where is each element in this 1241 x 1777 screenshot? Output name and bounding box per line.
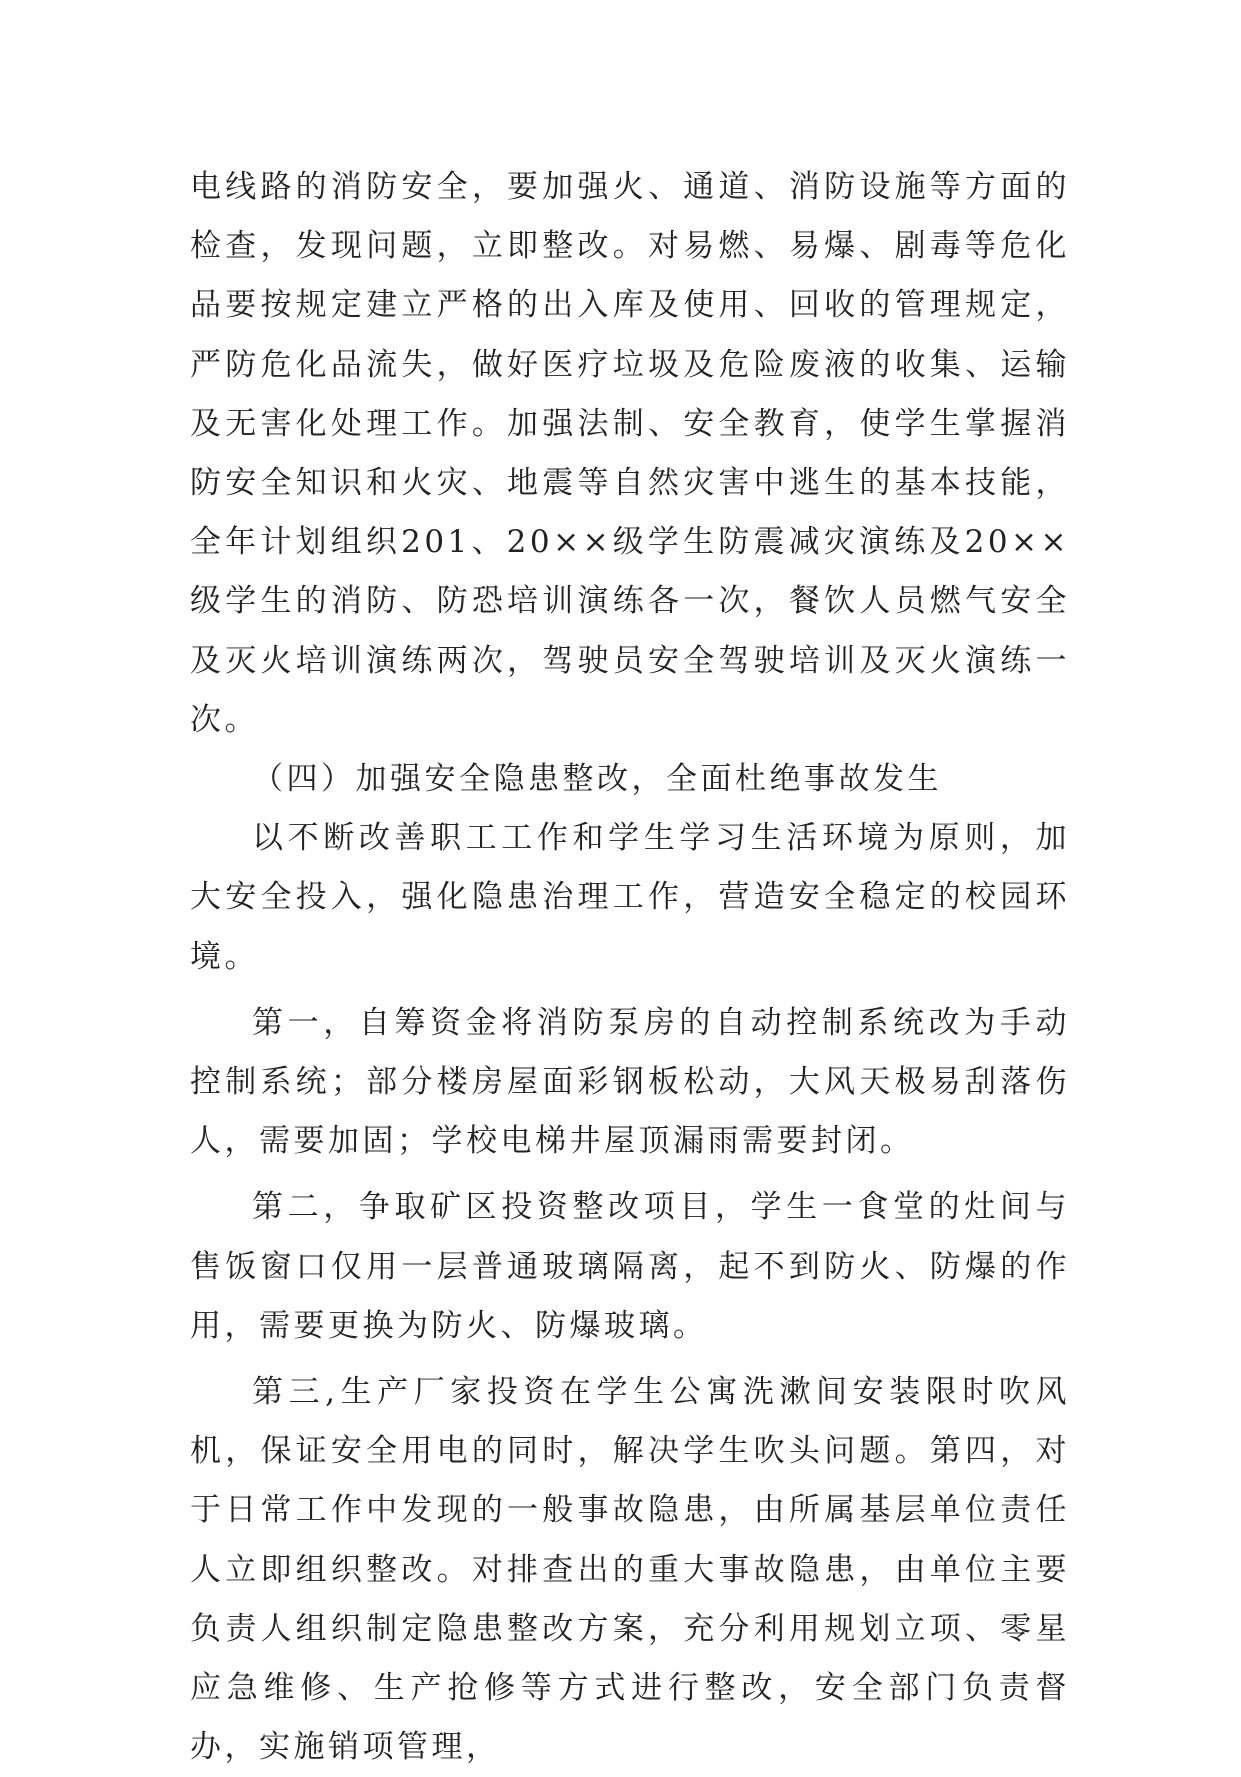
paragraph-principle: 以不断改善职工工作和学生学习生活环境为原则，加大安全投入，强化隐患治理工作，营造安全稳定的校园环境。: [190, 820, 1070, 975]
document-body: [190, 158, 1070, 1777]
paragraph-continuation: 电线路的消防安全，要加强火、通道、消防设施等方面的检查，发现问题，立即整改。对易燃、易爆、剧毒等危化品要按规定建立严格的出入库及使用、回收的管理规定，严防危化品流失，做好医疗垃圾及危险废液的收集、运输及无害化处理工作。加强法制、安全教育，使学生掌握消防安全知识和火灾、地震等自然灾害中逃生的基本技能，全年计划组织201、20××级学生防震减灾演练及20××级学生的消防、防恐培训演练各一次，餐饮人员燃气安全及灭火培训演练两次，驾驶员安全驾驶培训及灭火演练一次。: [190, 169, 1070, 738]
paragraph-third: 第三,生产厂家投资在学生公寓洗漱间安装限时吹风机，保证安全用电的同时，解决学生吹头问题。第四，对于日常工作中发现的一般事故隐患，由所属基层单位责任人立即组织整改。对排查出的重大事故隐患，由单位主要负责人组织制定隐患整改方案，充分利用规划立项、零星应急维修、生产抢修等方式进行整改，安全部门负责督办，实施销项管理，: [190, 1374, 1070, 1766]
section-heading: （四）加强安全隐患整改，全面杜绝事故发生: [252, 761, 942, 798]
paragraph-first: 第一，自筹资金将消防泵房的自动控制系统改为手动控制系统；部分楼房屋面彩钢板松动，大风天极易刮落伤人，需要加固；学校电梯井屋顶漏雨需要封闭。: [190, 1004, 1070, 1160]
paragraph-second: 第二，争取矿区投资整改项目，学生一食堂的灶间与售饭窗口仅用一层普通玻璃隔离，起不到防火、防爆的作用，需要更换为防火、防爆玻璃。: [190, 1189, 1070, 1344]
